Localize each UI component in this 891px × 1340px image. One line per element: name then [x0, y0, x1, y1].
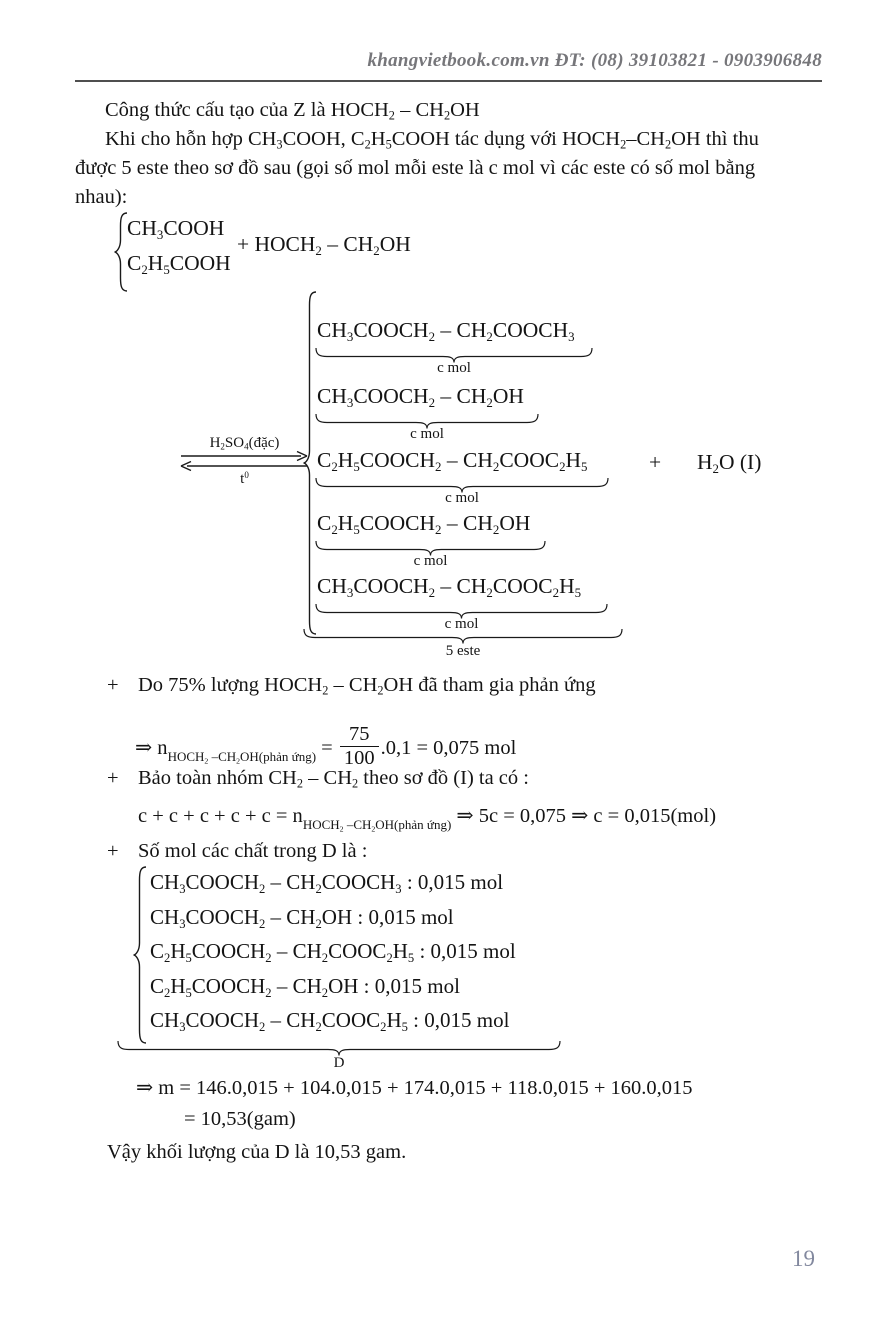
header-site-line: khangvietbook.com.vn ĐT: (08) 39103821 - 0903906848 [367, 50, 822, 71]
ester-formula-2: $CH_3COOCH_2 - CH_2OH$ [317, 384, 524, 410]
catalyst-label: $H_2SO_4(đặc)$ [209, 435, 280, 452]
ester-formula-5: $CH_3COOCH_2$ – $CH_2COOC_2H_5$ [317, 574, 582, 600]
ester-formula-1: $CH_3COOCH_2$ – $CH_2COOCH_3$ [317, 318, 575, 344]
reactant-glycol: + $HOCH_2 - CH_2OH$ [237, 232, 411, 258]
total-esters-label: 5 este [445, 643, 481, 659]
d-item-3: $C_2H_5COOCH_2$ – $CH_2COOC_2H_5$ : 0,015 mol [150, 939, 516, 965]
ester-formula-3: $C_2H_5COOCH_2$ – $CH_2COOC_2H_5$ [317, 448, 588, 474]
condition-label: $t^0$ [240, 470, 249, 487]
intro-line-2: Khi cho hỗn hợp $CH_3COOH$, $C_2H_5COOH$ tác dụng với $HOCH_2-CH_2OH$ thì thu [105, 128, 759, 152]
ester-label-4: c mol [413, 553, 448, 569]
bullet-marker-1: + [107, 674, 119, 696]
d-item-4: $C_2H_5COOCH_2 - CH_2OH$ : 0,015 mol [150, 974, 460, 1000]
calc1-subscript: HOCH2 –CH2OH(phản ứng) [167, 749, 317, 766]
d-label: D [333, 1055, 345, 1071]
fraction-denominator: 100 [343, 747, 375, 769]
intro-line-3: được 5 este theo sơ đồ sau (gọi số mol mỗi este là c mol vì các este có số mol bằng [75, 157, 756, 179]
plus-sign: + [649, 450, 662, 474]
bullet-text-2: Bảo toàn nhóm $CH_2 - CH_2$ theo sơ đồ (I) ta có : [138, 767, 529, 791]
d-block-brace [133, 866, 149, 1044]
bullet-marker-3: + [107, 840, 119, 862]
reactant-acid1: $CH_3COOH$ [127, 216, 225, 242]
calc1-equals: = [321, 737, 333, 760]
ester-label-1: c mol [437, 360, 471, 376]
calc1-tail: .0,1 = 0,075 mol [380, 737, 517, 760]
mass-line-1: ⇒ m = 146.0,015 + 104.0,015 + 174.0,015 + 118.0,015 + 160.0,015 [136, 1077, 693, 1099]
fraction-numerator: 75 [340, 723, 379, 747]
calc-moles-glycol [135, 723, 517, 773]
ester-formula-4: $C_2H_5COOCH_2 - CH_2OH$ [317, 511, 531, 537]
calc2-subscript: HOCH2 –CH2OH(phản ứng) [302, 817, 452, 834]
bullet-marker-2: + [107, 767, 119, 789]
calc1-lead: ⇒ n [135, 737, 168, 760]
calc2-lead: c + c + c + c + c = n [138, 805, 303, 827]
ester-label-2: c mol [410, 426, 444, 442]
d-item-2: $CH_3COOCH_2 - CH_2OH$ : 0,015 mol [150, 905, 454, 931]
bullet-text-1: Do 75% lượng $HOCH_2 - CH_2OH$ đã tham gia phản ứng [138, 674, 596, 698]
reactant-acid2: $C_2H_5COOH$ [127, 251, 231, 277]
calc-conservation [138, 803, 717, 834]
d-item-1: $CH_3COOCH_2$ – $CH_2COOCH_3$ : 0,015 mol [150, 870, 504, 896]
water-product: $H_2O$ (I) [697, 450, 762, 476]
mass-line-2: = 10,53(gam) [184, 1108, 296, 1130]
header-rule [75, 80, 822, 82]
calc2-tail: ⇒ 5c = 0,075 ⇒ c = 0,015(mol) [451, 805, 717, 827]
intro-line-4: nhau): [75, 186, 128, 208]
page-number: 19 [792, 1246, 815, 1271]
conclusion-text: Vậy khối lượng của D là 10,53 gam. [107, 1141, 407, 1163]
d-item-5: $CH_3COOCH_2$ – $CH_2COOC_2H_5$ : 0,015 mol [150, 1008, 510, 1034]
intro-line-1: Công thức cấu tạo của Z là $HOCH_2 - CH_2OH$ [105, 99, 480, 123]
fraction [340, 723, 379, 770]
bullet-text-3: Số mol các chất trong D là : [138, 840, 368, 862]
ester-label-5: c mol [444, 616, 479, 632]
ester-label-3: c mol [445, 490, 479, 506]
